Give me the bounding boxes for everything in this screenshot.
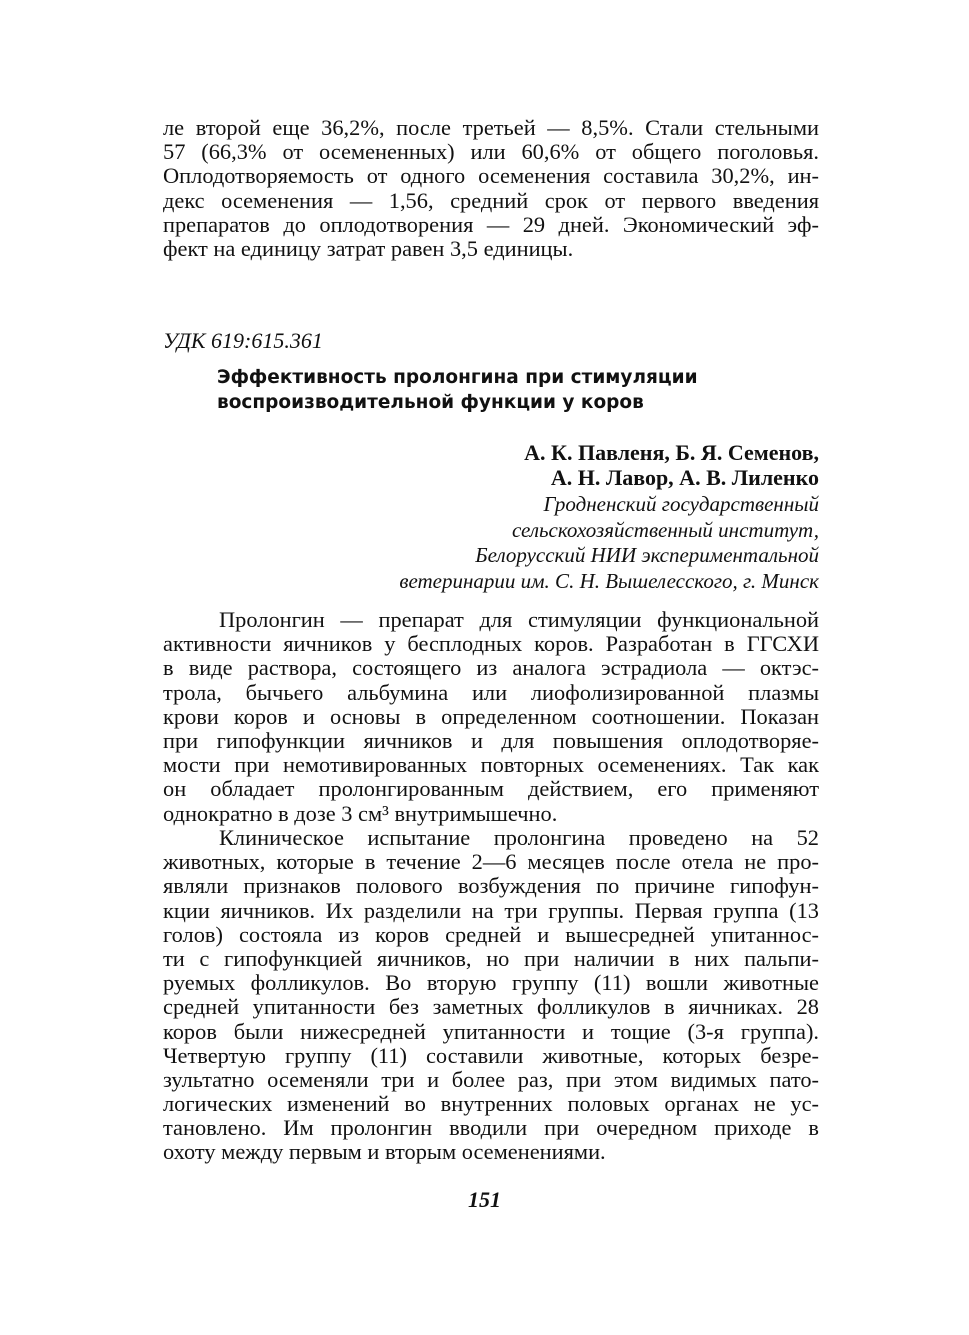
text-line: зультатно осеменяли три и более раз, при этом видимых пато- [163, 1066, 819, 1092]
text-line: коров были нижесредней упитанности и тощие (3-я группа). [163, 1018, 819, 1044]
text-line: тановлено. Им пролонгин вводили при очередном приходе в [163, 1115, 819, 1141]
authors [524, 440, 819, 490]
title-line: Эффективность пролонгина при стимуляции [217, 367, 698, 388]
text-line: руемых фолликулов. Во вторую группу (11) вошли животные [163, 970, 819, 996]
text-line: логических изменений во внутренних половых органах не ус- [163, 1091, 819, 1117]
affiliation [399, 492, 819, 594]
text-line: голов) состояла из коров средней и вышесредней упитаннос- [163, 921, 819, 947]
article-title [217, 365, 717, 415]
udk-code: УДК 619:615.361 [163, 328, 323, 353]
affiliation-line: Гродненский государственный [543, 492, 819, 516]
text-line: кции яичников. Их разделили на три группы. Первая группа (13 [163, 897, 819, 923]
page-number: 151 [468, 1187, 501, 1212]
text-line: активности яичников у бесплодных коров. Разработан в ГГСХИ [163, 631, 819, 657]
text-line: мости при немотивированных повторных осеменениях. Так как [163, 752, 819, 778]
text-line: крови коров и основы в определенном соотношении. Показан [163, 703, 819, 729]
text-line: являли признаков полового возбуждения по причине гипофун- [163, 873, 819, 899]
text-line: Четвертую группу (11) составили животные, которых безре- [163, 1042, 819, 1068]
title-line: воспроизводительной функции у коров [217, 392, 644, 413]
text-line: декс осеменения — 1,56, средний срок от первого введения [163, 187, 819, 213]
paragraph-2 [163, 826, 819, 1165]
text-line: Оплодотворяемость от одного осеменения составила 30,2%, ин- [163, 163, 819, 189]
text-line: он обладает пролонгированным действием, его применяют [163, 776, 819, 802]
text-line: ле второй еще 36,2%, после третьей — 8,5%. Стали стельными [163, 115, 819, 140]
text-line: животных, которые в течение 2—6 месяцев после отела не про- [163, 849, 819, 875]
affiliation-line: Белорусский НИИ экспериментальной [475, 543, 819, 567]
text-line: препаратов до оплодотворения — 29 дней. Экономический эф- [163, 211, 819, 237]
text-line: Пролонгин — препарат для стимуляции функциональной [219, 607, 819, 632]
text-line: при гипофункции яичников и для повышения оплодотворяе- [163, 727, 819, 753]
text-line: однократно в дозе 3 см³ внутримышечно. [163, 800, 558, 826]
text-line: 57 (66,3% от осемененных) или 60,6% от общего поголовья. [163, 139, 819, 165]
text-line: средней упитанности без заметных фолликулов в яичниках. 28 [163, 994, 819, 1020]
authors-line: А. Н. Лавор, А. В. Лиленко [550, 465, 819, 490]
text-line: ти с гипофункцией яичников, но при наличии в них пальпи- [163, 945, 819, 971]
text-line: в виде раствора, состоящего из аналога эстрадиола — октэс- [163, 655, 819, 681]
top-paragraph [163, 116, 819, 261]
paragraph-1 [163, 608, 819, 826]
text-line: трола, бычьего альбумина или лиофолизированной плазмы [163, 679, 819, 705]
text-line: Клиническое испытание пролонгина проведено на 52 [219, 825, 819, 850]
text-line: охоту между первым и вторым осеменениями. [163, 1139, 606, 1165]
authors-line: А. К. Павленя, Б. Я. Семенов, [524, 440, 819, 465]
text-line: фект на единицу затрат равен 3,5 единицы. [163, 235, 574, 261]
affiliation-line: ветеринарии им. С. Н. Вышелесского, г. Минск [399, 568, 819, 593]
affiliation-line: сельскохозяйственный институт, [512, 517, 819, 542]
